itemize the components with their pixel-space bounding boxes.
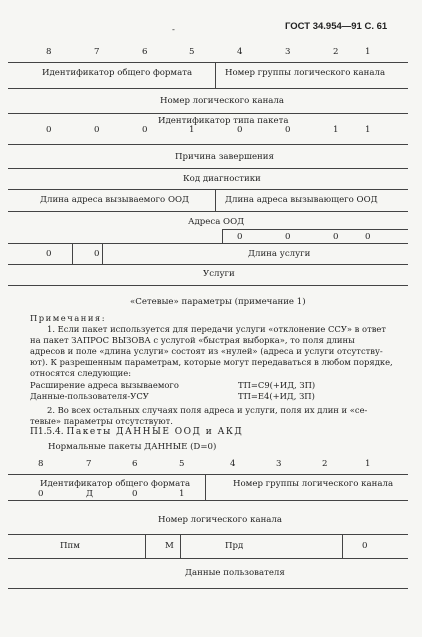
note-line: 2. Во всех остальных случаях поля адреса и услуги, поля их длин и «се-: [47, 405, 368, 415]
bit-value: 1: [179, 489, 185, 499]
page-header: ГОСТ 34.954—91 С. 61: [285, 21, 388, 32]
user-data-label: Данные пользователя: [185, 568, 285, 578]
notes-title: Примечания:: [30, 313, 107, 323]
bit-value: 1: [189, 125, 195, 135]
bit-label: 4: [230, 459, 236, 469]
note-line: ют). К разрешенным параметрам, которые могут передаваться в любом порядке,: [30, 357, 393, 367]
bit-value: 0: [362, 541, 368, 551]
bit-label: 6: [132, 459, 138, 469]
cause-label: Причина завершения: [175, 152, 274, 162]
bit-label: 7: [94, 47, 100, 57]
addr-label: Адреса ООД: [188, 217, 245, 227]
bit-label: 2: [333, 47, 339, 57]
column-divider: [342, 534, 343, 558]
m-bit-label: М: [165, 541, 174, 551]
note-line: тевые» параметры отсутствуют.: [30, 416, 173, 426]
column-divider: [215, 62, 216, 88]
bit-label: 2: [322, 459, 328, 469]
bit-value: 1: [333, 125, 339, 135]
lcn-label: Номер логического канала: [160, 96, 284, 106]
bit-label: 3: [285, 47, 291, 57]
bit-value: 0: [38, 489, 44, 499]
rule: [8, 88, 408, 89]
subsection-heading: Нормальные пакеты ДАННЫЕ (D=0): [48, 442, 217, 452]
param-name: Данные-пользователя-УСУ: [30, 391, 149, 401]
rule: [8, 189, 408, 190]
section-heading: [30, 428, 243, 437]
bit-label: 8: [46, 47, 52, 57]
lcgn-label: Номер группы логического канала: [225, 68, 386, 78]
facilities-label: Услуги: [203, 269, 235, 279]
bit-value: 0: [94, 249, 100, 259]
rule: [8, 264, 408, 265]
bit-value: 0: [142, 125, 148, 135]
param-name: Расширение адреса вызываемого: [30, 380, 179, 390]
bit-value: Д: [86, 489, 93, 499]
bit-value: 0: [46, 249, 52, 259]
diag-label: Код диагностики: [183, 174, 261, 184]
column-divider: [145, 534, 146, 558]
bit-label: 7: [86, 459, 92, 469]
rule: [8, 285, 408, 286]
note-line: адресов и поле «длина услуги» состоят из «нулей» (адреса и услуги отсутству-: [30, 346, 383, 356]
section-title: Пакеты ДАННЫЕ ООД и АКД: [66, 427, 244, 437]
rule: [8, 500, 408, 501]
note-line: 1. Если пакет используется для передачи услуги «отклонение ССУ» в ответ: [47, 324, 387, 334]
bit-value: 0: [237, 125, 243, 135]
column-divider: [222, 229, 223, 243]
bit-value: 0: [365, 232, 371, 242]
rule: [8, 534, 408, 535]
rule: [8, 211, 408, 212]
param-value: ТП=С9(+ИД, ЗП): [238, 380, 316, 390]
prd-label: Прд: [225, 541, 244, 551]
bit-label: 4: [237, 47, 243, 57]
rule: [8, 243, 408, 244]
column-divider: [72, 243, 73, 264]
rule: [222, 229, 408, 230]
bit-label: 1: [365, 459, 371, 469]
section-number: П1.5.4.: [30, 427, 64, 437]
param-value: ТП=Е4(+ИД, ЗП): [238, 391, 315, 401]
ppm-label: Ппм: [60, 541, 80, 551]
top-dash: -: [172, 25, 175, 35]
bit-value: 0: [285, 125, 291, 135]
rule: [8, 62, 408, 63]
bit-value: 0: [237, 232, 243, 242]
rule: [8, 168, 408, 169]
bit-label: 5: [179, 459, 185, 469]
note-line: относятся следующие:: [30, 368, 132, 378]
bit-label: 1: [365, 47, 371, 57]
pti-label: Идентификатор типа пакета: [158, 116, 289, 126]
gfi-label: Идентификатор общего формата: [42, 68, 193, 78]
bit-value: 0: [94, 125, 100, 135]
rule: [8, 474, 408, 475]
bit-value: 1: [365, 125, 371, 135]
column-divider: [180, 534, 181, 558]
rule: [8, 588, 408, 589]
bit-value: 0: [132, 489, 138, 499]
column-divider: [102, 243, 103, 264]
bit-value: 0: [333, 232, 339, 242]
lcn-label: Номер логического канала: [158, 515, 282, 525]
note-line: на пакет ЗАПРОС ВЫЗОВА с услугой «быстрая выборка», то поля длины: [30, 335, 355, 345]
rule: [8, 113, 408, 114]
bit-label: 6: [142, 47, 148, 57]
bit-label: 8: [38, 459, 44, 469]
gfi-label: Идентификатор общего формата: [40, 479, 191, 489]
facility-length-label: Длина услуги: [248, 249, 311, 259]
network-params-caption: «Сетевые» параметры (примечание 1): [130, 297, 306, 307]
called-addr-len-label: Длина адреса вызываемого ООД: [40, 195, 190, 205]
column-divider: [205, 474, 206, 500]
bit-value: 0: [285, 232, 291, 242]
bit-label: 5: [189, 47, 195, 57]
column-divider: [215, 189, 216, 211]
bit-value: 0: [46, 125, 52, 135]
rule: [8, 558, 408, 559]
calling-addr-len-label: Длина адреса вызывающего ООД: [225, 195, 378, 205]
rule: [8, 144, 408, 145]
bit-label: 3: [276, 459, 282, 469]
lcgn-label: Номер группы логического канала: [233, 479, 394, 489]
